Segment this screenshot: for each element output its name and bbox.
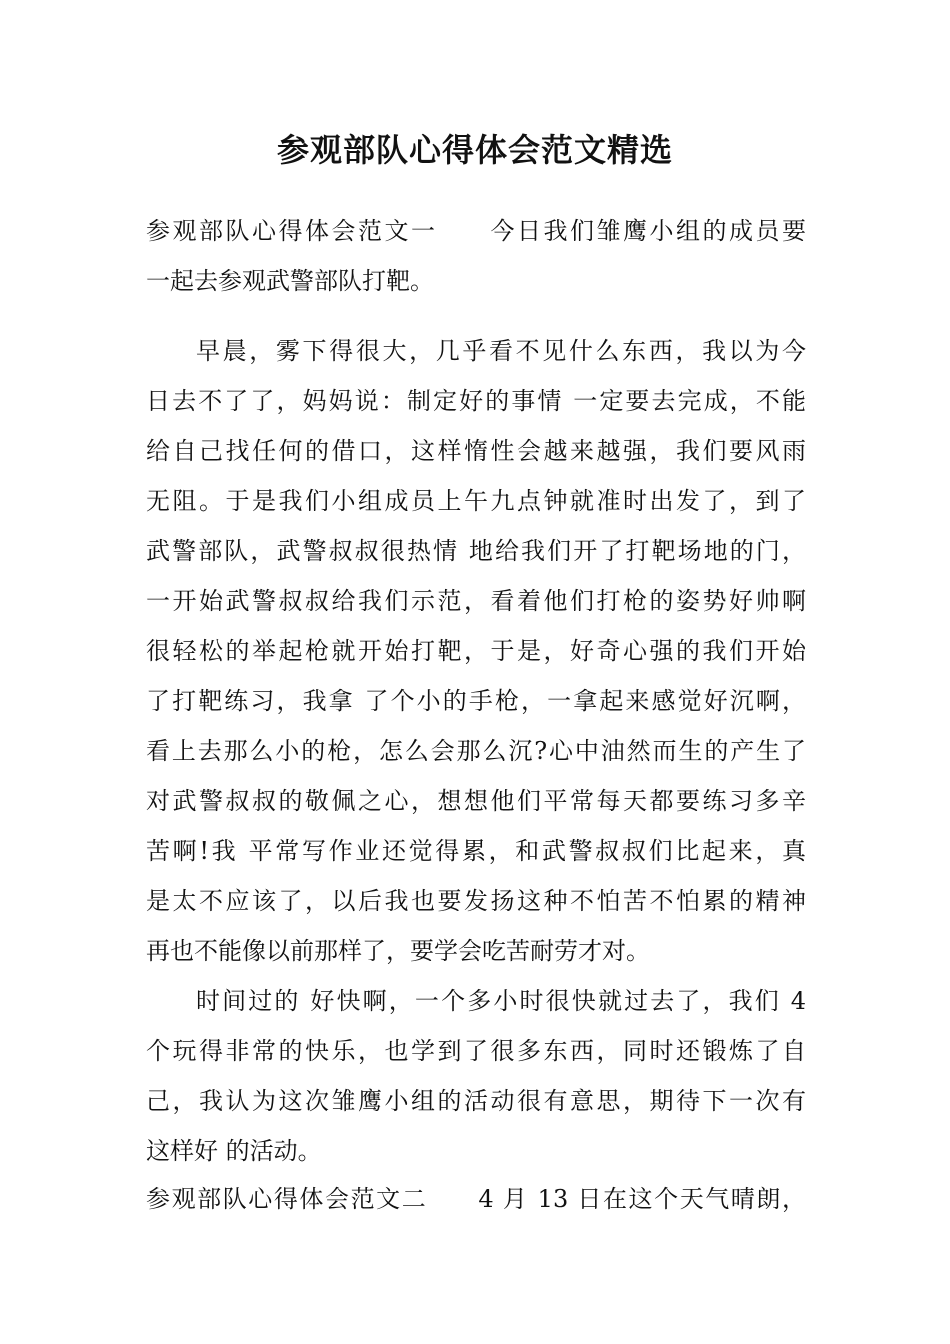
text-line: 了打靶练习，我拿 了个小的手枪，一拿起来感觉好沉啊，	[146, 687, 806, 715]
text-line: 这样好 的活动。	[146, 1137, 322, 1165]
document-title: 参观部队心得体会范文精选	[276, 131, 673, 169]
text-line: 个玩得非常的快乐，也学到了很多东西，同时还锻炼了自	[146, 1037, 806, 1065]
text-line: 武警部队，武警叔叔很热情 地给我们开了打靶场地的门，	[146, 537, 806, 565]
text-line: 日去不了了，妈妈说：制定好的事情 一定要去完成，不能	[146, 387, 806, 415]
text-line: 再也不能像以前那样了，要学会吃苦耐劳才对。	[146, 937, 650, 965]
text-line: 苦啊!我 平常写作业还觉得累，和武警叔叔们比起来，真	[146, 837, 806, 865]
text-line: 对武警叔叔的敬佩之心，想想他们平常每天都要练习多辛	[146, 787, 806, 815]
text-line: 己，我认为这次雏鹰小组的活动很有意思，期待下一次有	[146, 1087, 806, 1115]
text-line: 是太不应该了，以后我也要发扬这种不怕苦不怕累的精神	[146, 887, 806, 915]
text-line: 参观部队心得体会范文一 今日我们雏鹰小组的成员要	[146, 217, 806, 245]
text-line: 无阻。于是我们小组成员上午九点钟就准时出发了，到了	[146, 487, 806, 515]
text-line: 一起去参观武警部队打靶。	[146, 267, 434, 295]
text-line: 很轻松的举起枪就开始打靶，于是，好奇心强的我们开始	[146, 637, 806, 665]
text-line: 给自己找任何的借口，这样惰性会越来越强，我们要风雨	[146, 437, 806, 465]
text-line: 时间过的 好快啊，一个多小时很快就过去了，我们 4	[196, 987, 806, 1015]
text-line: 看上去那么小的枪，怎么会那么沉?心中油然而生的产生了	[146, 737, 806, 765]
text-line: 早晨，雾下得很大，几乎看不见什么东西，我以为今	[196, 337, 806, 365]
text-line: 一开始武警叔叔给我们示范，看着他们打枪的姿势好帅啊	[146, 587, 806, 615]
text-line: 参观部队心得体会范文二 4 月 13 日在这个天气晴朗，	[146, 1185, 806, 1213]
